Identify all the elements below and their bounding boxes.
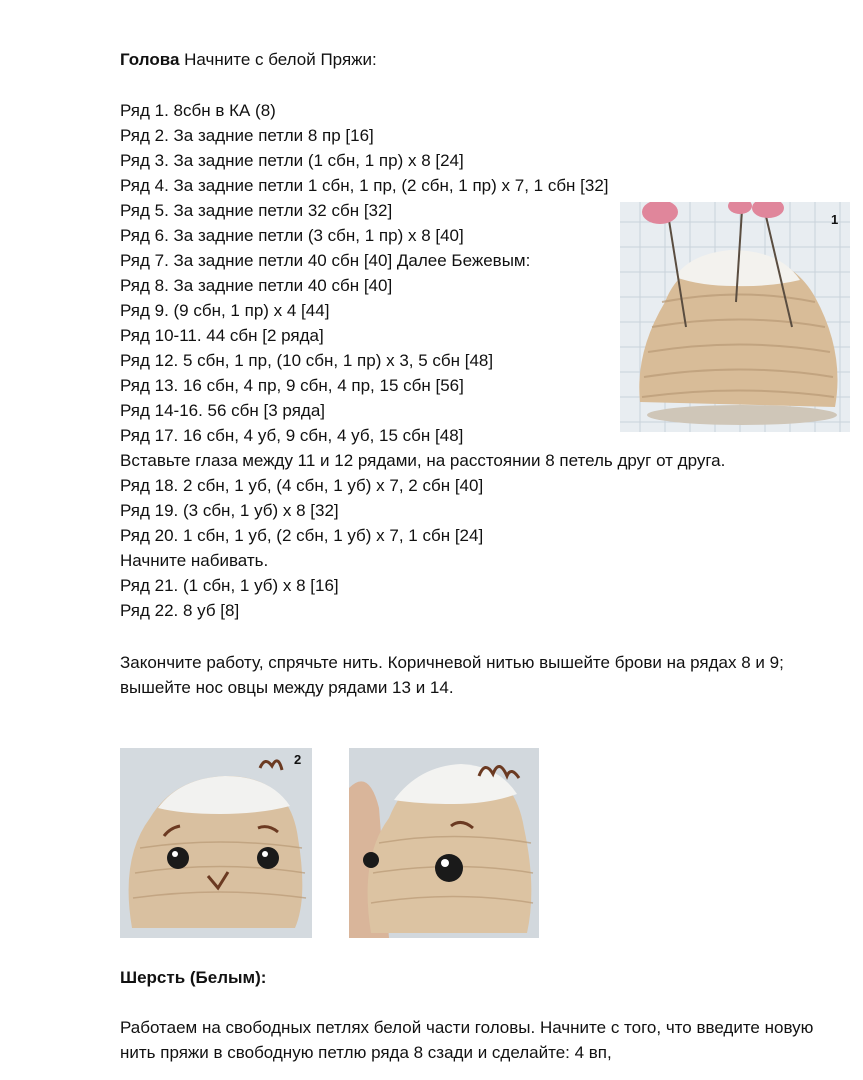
photo-head-pins — [620, 202, 850, 432]
pattern-row: Ряд 22. 8 уб [8] — [120, 601, 240, 620]
pattern-row: Ряд 4. За задние петли 1 сбн, 1 пр, (2 сбн, 1 пр) х 7, 1 сбн [32] — [120, 176, 609, 195]
photo2-label: 2 — [294, 752, 302, 767]
photo-sheep-head-front — [120, 748, 312, 938]
pattern-row: Ряд 2. За задние петли 8 пр [16] — [120, 126, 374, 145]
pattern-row: Ряд 14-16. 56 сбн [3 ряда] — [120, 401, 325, 420]
pattern-row: Ряд 5. За задние петли 32 сбн [32] — [120, 201, 393, 220]
pattern-row: Ряд 10-11. 44 сбн [2 ряда] — [120, 326, 324, 345]
instruction-line: Начните набивать. — [120, 551, 269, 570]
instruction-line: Вставьте глаза между 11 и 12 рядами, на расстоянии 8 петель друг от друга. — [120, 451, 726, 470]
pattern-row: Ряд 9. (9 сбн, 1 пр) х 4 [44] — [120, 301, 330, 320]
pattern-row: Ряд 21. (1 сбн, 1 уб) х 8 [16] — [120, 576, 339, 595]
pattern-row: Ряд 8. За задние петли 40 сбн [40] — [120, 276, 393, 295]
finish-paragraph: Закончите работу, спрячьте нить. Коричневой нитью вышейте брови на рядах 8 и 9; вышейте нос овцы между рядами 13 и 14. — [120, 653, 784, 697]
pattern-row: Ряд 13. 16 сбн, 4 пр, 9 сбн, 4 пр, 15 сбн [56] — [120, 376, 464, 395]
pattern-row: Ряд 6. За задние петли (3 сбн, 1 пр) х 8 [40] — [120, 226, 464, 245]
head-title: Голова — [120, 50, 180, 69]
pattern-row: Ряд 12. 5 сбн, 1 пр, (10 сбн, 1 пр) х 3, 5 сбн [48] — [120, 351, 494, 370]
head-intro: Начните с белой Пряжи: — [184, 50, 377, 69]
pattern-row: Ряд 20. 1 сбн, 1 уб, (2 сбн, 1 уб) х 7, 1 сбн [24] — [120, 526, 484, 545]
pattern-row: Ряд 7. За задние петли 40 сбн [40] Далее Бежевым: — [120, 251, 531, 270]
pattern-row: Ряд 17. 16 сбн, 4 уб, 9 сбн, 4 уб, 15 сбн [48] — [120, 426, 464, 445]
photo-sheep-head-side — [349, 748, 539, 938]
head-heading — [120, 48, 377, 72]
pattern-row: Ряд 1. 8сбн в КА (8) — [120, 101, 276, 120]
pattern-row: Ряд 19. (3 сбн, 1 уб) х 8 [32] — [120, 501, 339, 520]
wool-paragraph: Работаем на свободных петлях белой части головы. Начните с того, что введите новую нить пряжи в свободную петлю ряда 8 сзади и сделайте: 4 вп, — [120, 1018, 814, 1062]
pattern-row: Ряд 18. 2 сбн, 1 уб, (4 сбн, 1 уб) х 7, 2 сбн [40] — [120, 476, 484, 495]
pattern-row: Ряд 3. За задние петли (1 сбн, 1 пр) х 8 [24] — [120, 151, 464, 170]
wool-section-title: Шерсть (Белым): — [120, 968, 267, 987]
photo1-label: 1 — [831, 212, 839, 227]
